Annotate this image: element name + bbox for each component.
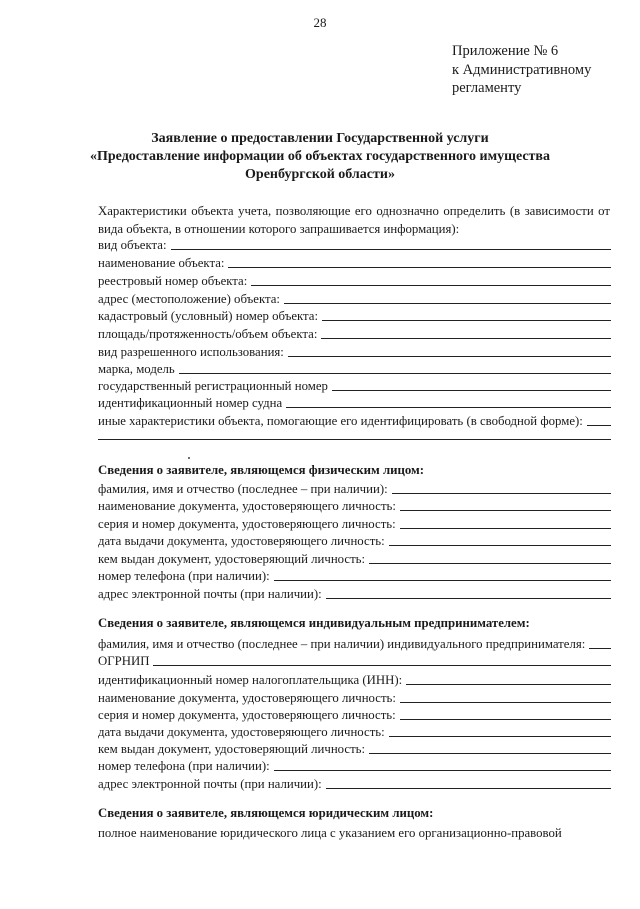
fill-line[interactable] bbox=[406, 684, 611, 685]
field-label: адрес электронной почты (при наличии): bbox=[98, 777, 322, 791]
title-line-2: «Предоставление информации об объектах государственного имущества bbox=[89, 149, 550, 164]
legal-section-heading: Сведения о заявителе, являющемся юридическим лицом: bbox=[98, 806, 434, 820]
field-label: ОГРНИП bbox=[98, 654, 150, 668]
field-entrepreneur-doc-issuer[interactable] bbox=[98, 739, 611, 757]
fill-line[interactable] bbox=[389, 545, 611, 546]
field-label: иные характеристики объекта, помогающие его идентифицировать (в свободной форме): bbox=[98, 414, 583, 428]
fill-line[interactable] bbox=[286, 407, 611, 408]
field-entrepreneur-doc-name[interactable] bbox=[98, 688, 611, 706]
field-registry-number[interactable] bbox=[98, 271, 611, 289]
entrepreneur-section-heading: Сведения о заявителе, являющемся индивидуальным предпринимателем: bbox=[98, 616, 530, 630]
object-intro: Характеристики объекта учета, позволяющие его однозначно определить (в зависимости от вида объекта, в отношении которого запрашивается информация): bbox=[98, 204, 610, 236]
fill-line[interactable] bbox=[392, 493, 611, 494]
fill-line[interactable] bbox=[288, 356, 611, 357]
fill-line[interactable] bbox=[589, 648, 611, 649]
appendix-line-3: регламенту bbox=[452, 80, 522, 96]
field-label: кем выдан документ, удостоверяющий личность: bbox=[98, 552, 366, 566]
field-individual-doc-issuer[interactable] bbox=[98, 549, 611, 567]
field-individual-doc-date[interactable] bbox=[98, 531, 611, 549]
fill-line[interactable] bbox=[153, 665, 611, 666]
field-vessel-id-number[interactable] bbox=[98, 393, 611, 411]
field-label: фамилия, имя и отчество (последнее – при наличии): bbox=[98, 482, 388, 496]
field-label: фамилия, имя и отчество (последнее – при наличии) индивидуального предпринимателя: bbox=[98, 637, 586, 651]
legal-entity-full-name-text bbox=[98, 823, 611, 841]
field-label: кадастровый (условный) номер объекта: bbox=[98, 309, 319, 323]
field-entrepreneur-phone[interactable] bbox=[98, 756, 611, 774]
field-individual-doc-name[interactable] bbox=[98, 496, 611, 514]
field-individual-phone[interactable] bbox=[98, 566, 611, 584]
title-line-1: Заявление о предоставлении Государственной услуги bbox=[151, 131, 489, 146]
field-label: номер телефона (при наличии): bbox=[98, 569, 270, 583]
individual-section-heading: Сведения о заявителе, являющемся физическим лицом: bbox=[98, 463, 425, 477]
fill-line[interactable] bbox=[321, 338, 611, 339]
field-label: вид разрешенного использования: bbox=[98, 345, 284, 359]
field-label: адрес (местоположение) объекта: bbox=[98, 292, 280, 306]
field-label: государственный регистрационный номер bbox=[98, 379, 328, 393]
field-label: дата выдачи документа, удостоверяющего личность: bbox=[98, 534, 385, 548]
fill-line[interactable] bbox=[400, 528, 611, 529]
fill-line[interactable] bbox=[369, 563, 611, 564]
field-label: серия и номер документа, удостоверяющего личность: bbox=[98, 708, 396, 722]
field-permitted-use[interactable] bbox=[98, 342, 611, 360]
field-entrepreneur-doc-number[interactable] bbox=[98, 705, 611, 723]
field-label: наименование документа, удостоверяющего личность: bbox=[98, 691, 396, 705]
fill-line[interactable] bbox=[228, 267, 611, 268]
page-number: 28 bbox=[313, 15, 327, 30]
field-entrepreneur-full-name[interactable] bbox=[98, 634, 611, 652]
appendix-line-2: к Административному bbox=[452, 61, 592, 78]
field-label: серия и номер документа, удостоверяющего личность: bbox=[98, 517, 396, 531]
field-label: адрес электронной почты (при наличии): bbox=[98, 587, 322, 601]
fill-line[interactable] bbox=[332, 390, 611, 391]
field-registration-number[interactable] bbox=[98, 376, 611, 394]
field-label: номер телефона (при наличии): bbox=[98, 759, 270, 773]
field-label: реестровый номер объекта: bbox=[98, 274, 248, 288]
field-label: идентификационный номер налогоплательщика (ИНН): bbox=[98, 673, 403, 687]
field-area-length-volume[interactable] bbox=[98, 324, 611, 342]
document-title bbox=[80, 130, 560, 184]
field-cadastral-number[interactable] bbox=[98, 306, 611, 324]
fill-line[interactable] bbox=[274, 580, 611, 581]
appendix-line-1: Приложение № 6 bbox=[452, 43, 559, 59]
fill-line[interactable] bbox=[400, 510, 611, 511]
field-label: полное наименование юридического лица с указанием его организационно-правовой bbox=[98, 826, 562, 840]
fill-line[interactable] bbox=[587, 425, 611, 426]
fill-line[interactable] bbox=[179, 373, 611, 374]
field-object-name[interactable] bbox=[98, 253, 611, 271]
fill-line[interactable] bbox=[326, 598, 611, 599]
appendix-note bbox=[452, 42, 591, 98]
fill-line[interactable] bbox=[251, 285, 611, 286]
field-label: идентификационный номер судна bbox=[98, 396, 283, 410]
fill-line[interactable] bbox=[369, 753, 611, 754]
title-line-3: Оренбургской области» bbox=[245, 167, 395, 182]
field-other-characteristics[interactable] bbox=[98, 411, 611, 429]
field-entrepreneur-doc-date[interactable] bbox=[98, 722, 611, 740]
field-label: дата выдачи документа, удостоверяющего личность: bbox=[98, 725, 385, 739]
field-individual-email[interactable] bbox=[98, 584, 611, 602]
stray-dot bbox=[188, 457, 190, 459]
field-label: наименование объекта: bbox=[98, 256, 225, 270]
fill-line[interactable] bbox=[326, 788, 611, 789]
fill-line[interactable] bbox=[322, 320, 611, 321]
field-label: кем выдан документ, удостоверяющий личность: bbox=[98, 742, 366, 756]
field-label: вид объекта: bbox=[98, 238, 167, 252]
field-label: марка, модель bbox=[98, 362, 175, 376]
blank-fill-line[interactable] bbox=[98, 439, 611, 440]
field-object-address[interactable] bbox=[98, 289, 611, 307]
field-individual-full-name[interactable] bbox=[98, 479, 611, 497]
fill-line[interactable] bbox=[389, 736, 611, 737]
field-entrepreneur-ogrnip[interactable] bbox=[98, 651, 611, 669]
field-entrepreneur-inn[interactable] bbox=[98, 670, 611, 688]
fill-line[interactable] bbox=[274, 770, 611, 771]
field-object-type[interactable] bbox=[98, 235, 611, 253]
field-individual-doc-number[interactable] bbox=[98, 514, 611, 532]
fill-line[interactable] bbox=[400, 719, 611, 720]
fill-line[interactable] bbox=[171, 249, 611, 250]
field-make-model[interactable] bbox=[98, 359, 611, 377]
fill-line[interactable] bbox=[400, 702, 611, 703]
field-label: наименование документа, удостоверяющего личность: bbox=[98, 499, 396, 513]
fill-line[interactable] bbox=[284, 303, 611, 304]
field-label: площадь/протяженность/объем объекта: bbox=[98, 327, 318, 341]
field-entrepreneur-email[interactable] bbox=[98, 774, 611, 792]
